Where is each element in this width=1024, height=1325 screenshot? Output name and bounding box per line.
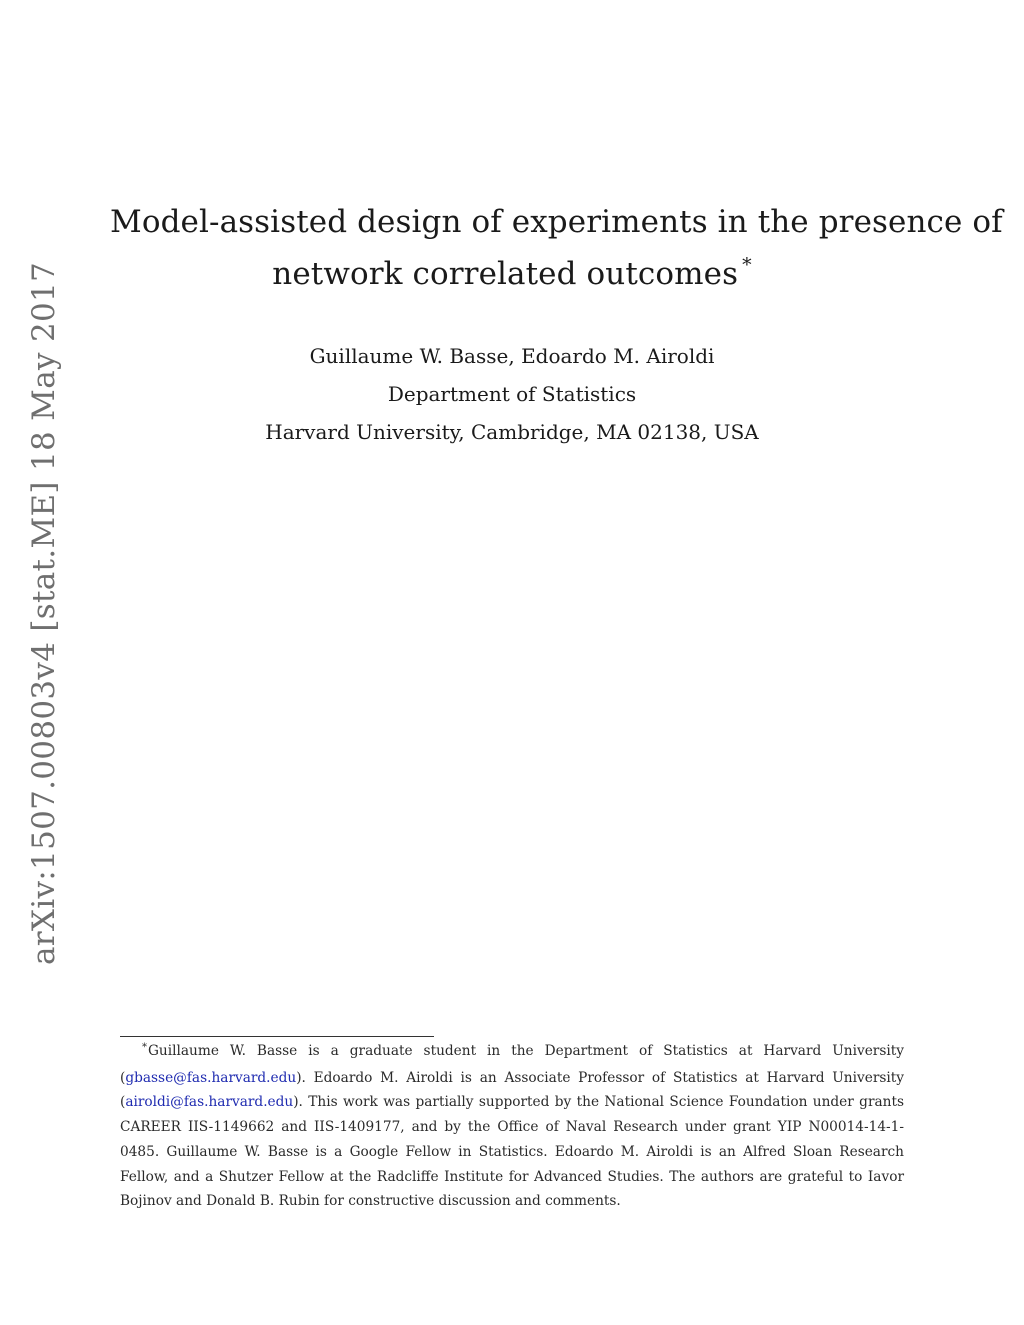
footnote xyxy=(120,1039,904,1214)
footnote-marker: * xyxy=(142,1042,147,1053)
paper-title xyxy=(110,196,1003,304)
footnote-text-1: Guillaume W. Basse is a graduate student in the Department of Statistics at Harvard University ( xyxy=(120,1043,904,1086)
email-link-airoldi[interactable]: airoldi@fas.harvard.edu xyxy=(125,1094,294,1111)
title-line-2 xyxy=(110,248,914,304)
arxiv-identifier-stamp: arXiv:1507.00803v4 [stat.ME] 18 May 2017 xyxy=(26,261,62,965)
footnote-divider xyxy=(120,1036,434,1037)
author-block xyxy=(110,337,914,451)
footnote-text-3: ). This work was partially supported by the National Science Foundation under grants CAREER IIS-1149662 and IIS-1409177, and by the Office of Naval Research under grant YIP N00014-14-1-0485. Guillaume W. Basse is a Google Fellow in Statistics. Edoardo M. Airoldi is an Alfred Sloan Research Fellow, and a Shutzer Fellow at the Radcliffe Institute for Advanced Studies. The authors are grateful to Iavor Bojinov and Donald B. Rubin for constructive discussion and comments. xyxy=(120,1094,904,1210)
title-footnote-marker[interactable]: * xyxy=(742,254,752,276)
title-line-1: Model-assisted design of experiments in the presence of xyxy=(110,204,1003,240)
author-names: Guillaume W. Basse, Edoardo M. Airoldi xyxy=(309,344,715,368)
author-institution: Harvard University, Cambridge, MA 02138, USA xyxy=(265,420,759,444)
author-department: Department of Statistics xyxy=(387,382,637,406)
email-link-basse[interactable]: gbasse@fas.harvard.edu xyxy=(125,1069,297,1086)
footnote-text-2: ). Edoardo M. Airoldi is an Associate Professor of Statistics at Harvard University ( xyxy=(120,1069,904,1111)
title-line-2-text: network correlated outcomes xyxy=(272,256,739,292)
